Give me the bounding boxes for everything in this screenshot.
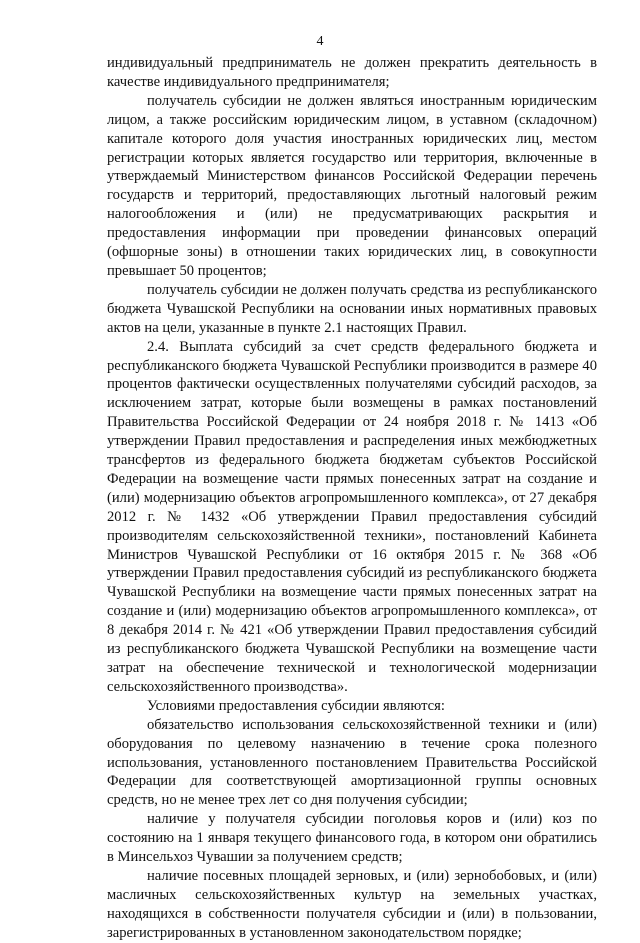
- paragraph-other-funds-condition: получатель субсидии не должен получать средства из республиканского бюджета Чувашской Республики на основании иных нормативных правовых актов на цели, указанные в пункте 2.1 настоящих Правил.: [107, 281, 597, 336]
- paragraph-foreign-entity-condition: получатель субсидии не должен являться иностранным юридическим лицом, а также российским юридическим лицом, в уставном (складочном) капитале которого доля участия иностранных юридических лиц, местом регистрации которых является государство или территория, включенные в утверждаемый Министерством финансов Российской Федерации перечень государств и территорий, предоставляющих льготный налоговый режим налогообложения и (или) не предусматривающих раскрытия и предоставления информации при проведении финансовых операций (офшорные зоны) в отношении таких юридических лиц, в совокупности превышает 50 процентов;: [107, 92, 597, 279]
- paragraph-entrepreneur-continuation: индивидуальный предприниматель не должен прекратить деятельность в качестве индивидуального предпринимателя;: [107, 55, 597, 90]
- paragraph-equipment-use-obligation: обязательство использования сельскохозяйственной техники и (или) оборудования по целевому назначению в течение срока полезного использования, установленного постановлением Правительства Российской Федерации для соответствующей амортизационной группы основных средств, но не менее трех лет со дня получения субсидии;: [107, 716, 597, 809]
- paragraph-crop-area-requirement: наличие посевных площадей зерновых, и (или) зернобобовых, и (или) масличных сельскохозяйственных культур на земельных участках, находящихся в собственности получателя субсидии и (или) в пользовании, зарегистрированных в установленном законодательством порядке;: [107, 867, 597, 941]
- page-number: 4: [316, 34, 324, 49]
- paragraph-section-2-4: 2.4. Выплата субсидий за счет средств федерального бюджета и республиканского бюджета Чувашской Республики производится в размере 40 процентов фактически осуществленных получателями субсидий расходов, за исключением затрат, которые были возмещены в рамках постановлений Правительства Российской Федерации от 24 ноября 2018 г. № 1413 «Об утверждении Правил предоставления и распределения иных межбюджетных трансфертов из федерального бюджета бюджетам субъектов Российской Федерации на возмещение части прямых понесенных затрат на создание и (или) модернизацию объектов агропромышленного комплекса», от 27 декабря 2012 г. № 1432 «Об утверждении Правил предоставления субсидий производителям сельскохозяйственной техники», постановлений Кабинета Министров Чувашской Республики от 16 октября 2015 г. № 368 «Об утверждении Правил предоставления субсидий из республиканского бюджета Чувашской Республики на возмещение части прямых понесенных затрат на создание и (или) модернизацию объектов агропромышленного комплекса», от 8 декабря 2014 г. № 421 «Об утверждении Правил предоставления субсидий из республиканского бюджета Чувашской Республики на возмещение части затрат на обеспечение технической и технологической модернизации сельскохозяйственного производства».: [107, 338, 597, 695]
- paragraph-conditions-heading: Условиями предоставления субсидии являются:: [147, 697, 445, 714]
- paragraph-livestock-requirement: наличие у получателя субсидии поголовья коров и (или) коз по состоянию на 1 января текущего финансового года, в котором они обратились в Минсельхоз Чувашии за получением средств;: [107, 811, 597, 866]
- document-body: [107, 54, 597, 943]
